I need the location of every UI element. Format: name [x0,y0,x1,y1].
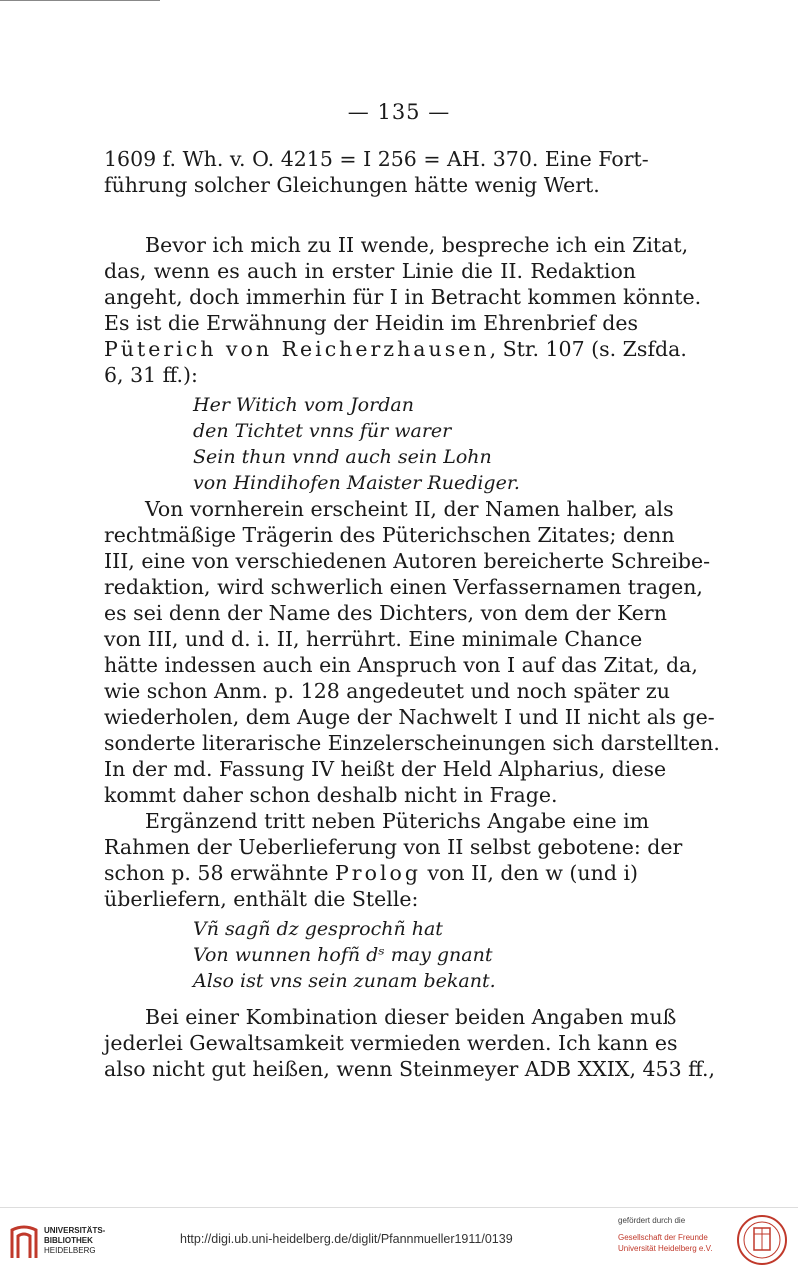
text-line: redaktion, wird schwerlich einen Verfassernamen tragen, [104,575,703,599]
verse-line: Sein thun vnnd auch sein Lohn [193,446,492,468]
page-number: — 135 — [347,100,451,124]
text-line: jederlei Gewaltsamkeit vermieden werden. Ich kann es [104,1031,678,1055]
text-line: Rahmen der Ueberlieferung von II selbst gebotene: der [104,835,683,859]
sponsor-name [618,1232,712,1254]
verse-line: den Tichtet vnns für warer [193,420,452,442]
verse-line: Von wunnen hofñ dˢ may gnant [193,944,493,966]
text-line-spaced [104,336,687,362]
text-line: 1609 f. Wh. v. O. 4215 = I 256 = AH. 370. Eine Fort- [104,147,649,171]
text-line: Bei einer Kombination dieser beiden Angaben muß [145,1005,677,1029]
text-line: führung solcher Gleichungen hätte wenig Wert. [104,173,600,197]
text-line: Von vornherein erscheint II, der Namen halber, als [145,497,674,521]
verse-line: Vñ sagñ dz gesprochñ hat [193,918,443,940]
text-line: von III, und d. i. II, herrührt. Eine minimale Chance [104,627,643,651]
text-line: Es ist die Erwähnung der Heidin im Ehrenbrief des [104,311,638,335]
text-line: kommt daher schon deshalb nicht in Frage. [104,783,558,807]
text-line: angeht, doch immerhin für I in Betracht kommen könnte. [104,285,702,309]
text-line: Ergänzend tritt neben Püterichs Angabe eine im [145,809,650,833]
text-line: rechtmäßige Trägerin des Püterichschen Zitates; denn [104,523,675,547]
text-line: III, eine von verschiedenen Autoren bereicherte Schreibe- [104,549,711,573]
spaced-name: Püterich von Reicherzhausen [104,337,490,361]
text-line: überliefern, enthält die Stelle: [104,887,419,911]
university-seal-icon [736,1214,788,1266]
library-name [44,1226,105,1256]
text-fragment: schon p. 58 erwähnte [104,861,336,885]
verse-line: Also ist vns sein zunam bekant. [193,970,496,992]
permalink-url[interactable]: http://digi.ub.uni-heidelberg.de/diglit/Pfannmueller1911/0139 [180,1232,513,1246]
verse-line: Her Witich vom Jordan [193,394,414,416]
sponsor-heading: gefördert durch die [618,1216,686,1225]
sponsor-line: Universität Heidelberg e.V. [618,1244,713,1253]
library-line: HEIDELBERG [44,1246,96,1255]
text-line: wiederholen, dem Auge der Nachwelt I und II nicht als ge- [104,705,715,729]
sponsor-line: Gesellschaft der Freunde [618,1233,708,1242]
top-rule [0,0,160,1]
text-line: also nicht gut heißen, wenn Steinmeyer ADB XXIX, 453 ff., [104,1057,716,1081]
text-line: wie schon Anm. p. 128 angedeutet und noch später zu [104,679,670,703]
text-line: sonderte literarische Einzelerscheinungen sich darstellten. [104,731,720,755]
text-line: Bevor ich mich zu II wende, bespreche ich ein Zitat, [145,233,689,257]
text-line: 6, 31 ff.): [104,363,198,387]
library-logo-icon [8,1222,40,1262]
text-line: hätte indessen auch ein Anspruch von I auf das Zitat, da, [104,653,698,677]
text-fragment: , Str. 107 (s. Zsfda. [489,337,687,361]
footer-bar [0,1207,798,1271]
text-line-spaced [104,860,639,886]
text-line: In der md. Fassung IV heißt der Held Alpharius, diese [104,757,667,781]
text-line: es sei denn der Name des Dichters, von dem der Kern [104,601,667,625]
verse-line: von Hindihofen Maister Ruediger. [193,472,520,494]
spaced-word: Prolog [335,861,421,885]
library-line: UNIVERSITÄTS- [44,1226,106,1235]
text-line: das, wenn es auch in erster Linie die II. Redaktion [104,259,636,283]
library-line: BIBLIOTHEK [44,1236,93,1245]
text-fragment: von II, den w (und i) [420,861,639,885]
